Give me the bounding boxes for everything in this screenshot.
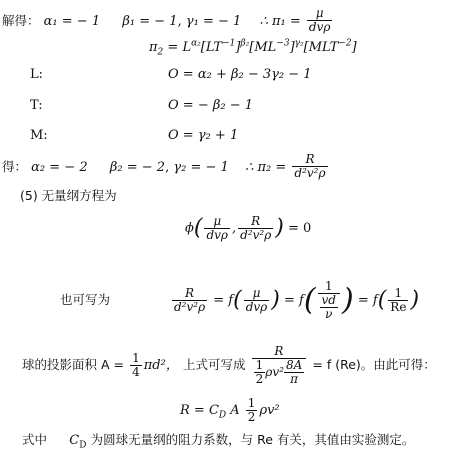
dim-label-M: M: bbox=[30, 128, 48, 143]
projection-line bbox=[22, 345, 436, 386]
alt-mu-den: dvρ bbox=[245, 300, 268, 314]
drag-formula bbox=[180, 397, 280, 424]
drag-frac-num: R bbox=[252, 345, 307, 359]
dim-label-L: L: bbox=[30, 67, 44, 82]
quarter-den: 4 bbox=[132, 365, 140, 379]
alpha1-value: α₁ = − 1 bbox=[43, 14, 101, 29]
alt-mu-num: μ bbox=[244, 287, 270, 301]
drag-area: A bbox=[230, 403, 240, 418]
half-num: 1 bbox=[255, 358, 264, 372]
alt-label: 也可写为 bbox=[60, 292, 111, 307]
drag-fraction bbox=[252, 345, 307, 386]
result-label: 得： bbox=[2, 159, 28, 174]
equals-zero: = 0 bbox=[288, 221, 312, 236]
alt-inner-den: ν bbox=[325, 307, 333, 321]
note-cd-sub: D bbox=[79, 440, 87, 451]
drag-half-num: 1 bbox=[247, 396, 256, 410]
half-den: 2 bbox=[255, 372, 264, 386]
alt-lhs-fraction bbox=[172, 287, 207, 314]
alt-nested-fraction bbox=[318, 280, 340, 321]
pi2-numerator: R bbox=[292, 153, 327, 167]
eightA-num: 8A bbox=[285, 358, 303, 372]
phi-frac-1 bbox=[204, 215, 230, 242]
phi-frac-2 bbox=[238, 215, 273, 242]
projection-text-3: = f (Re)。由此可得： bbox=[312, 357, 436, 372]
note-cd: C bbox=[69, 433, 80, 448]
drag-half-den: 2 bbox=[247, 410, 256, 424]
pi1-numerator: μ bbox=[307, 7, 333, 21]
solve-line-1: 解得： α₁ = − 1 β₁ = − 1, γ₁ = − 1 ∴ π₁ = $\frac{\mu}{\text{dvρ}}$ bbox=[2, 6, 331, 34]
beta2-value: β₂ = − 2 bbox=[109, 160, 166, 175]
alt-mu-fraction bbox=[244, 287, 270, 314]
result-line: 得： α₂ = − 2 β₂ = − 2, γ₂ = − 1 ∴ π₂ = $\frac{R}{\text{d²v²ρ}}$ bbox=[2, 152, 326, 180]
projection-text-2: 上式可写成 bbox=[182, 357, 246, 372]
dim-eq-T: O = − β₂ − 1 bbox=[168, 98, 253, 113]
alt-lhs-den: d²v²ρ bbox=[174, 300, 206, 314]
alpha2-value: α₂ = − 2 bbox=[31, 160, 88, 175]
pi1-denominator: dvρ bbox=[308, 20, 331, 34]
note-line bbox=[22, 432, 414, 449]
quarter-num: 1 bbox=[132, 351, 140, 365]
drag-half-fraction bbox=[246, 397, 258, 424]
drag-lhs: R = C bbox=[180, 403, 219, 418]
dim-label-T: T: bbox=[30, 98, 43, 113]
pi2-denominator: d²v²ρ bbox=[294, 166, 326, 180]
projection-text-1: 球的投影面积 A = bbox=[22, 357, 124, 372]
phi-frac1-num: μ bbox=[204, 215, 230, 229]
pi-d2: πd²， bbox=[143, 358, 179, 373]
phi-equation: ϕ( $\frac{\mu}{\text{dvρ}}$ , $\frac{R}{\text{d²v²ρ}}$ ) = 0 bbox=[185, 214, 312, 242]
pi1-fraction bbox=[307, 7, 333, 34]
note-prefix: 式中 bbox=[22, 432, 48, 447]
alt-nested-inner bbox=[318, 294, 340, 321]
alt-inner-num: vd bbox=[321, 293, 336, 307]
rho-v2: ρv² bbox=[265, 365, 284, 379]
dim-eq-L: O = α₂ + β₂ − 3γ₂ − 1 bbox=[168, 67, 312, 82]
alt-eq-2: = f bbox=[283, 293, 304, 308]
half-fraction bbox=[254, 359, 266, 386]
alt-re-fraction bbox=[388, 287, 408, 314]
quarter-fraction bbox=[130, 352, 142, 379]
alt-lhs-num: R bbox=[172, 287, 207, 301]
step5-label: (5) 无量纲方程为 bbox=[20, 188, 117, 203]
note-text: 为圆球无量纲的阻力系数，与 Re 有关，其值由实验测定。 bbox=[90, 432, 415, 447]
dim-eq-M: O = γ₂ + 1 bbox=[168, 128, 239, 143]
eightA-fraction bbox=[284, 359, 304, 386]
alt-eq-1: = f bbox=[213, 293, 234, 308]
gamma1-value: γ₁ = − 1 bbox=[185, 14, 242, 29]
phi-frac2-num: R bbox=[238, 215, 273, 229]
beta1-value: β₁ = − 1 bbox=[122, 14, 178, 29]
pi2-fraction bbox=[292, 153, 327, 180]
phi-frac2-den: d²v²ρ bbox=[240, 228, 272, 242]
gamma2-value: γ₂ = − 1 bbox=[173, 160, 229, 175]
alt-re-den: Re bbox=[390, 300, 407, 314]
pi2-definition: $\pi_2 = L^{\alpha_2}[LT^{-1}]^{\beta_2}[ML^{-3}]^{\gamma_2}[MLT^{-2}]$ bbox=[149, 38, 357, 58]
alt-eq-3: = f bbox=[357, 293, 378, 308]
alt-inner-fraction bbox=[320, 294, 338, 321]
alt-nested-one: 1 bbox=[318, 280, 340, 294]
alt-re-one: 1 bbox=[388, 287, 408, 301]
eightA-den: π bbox=[290, 372, 299, 386]
alt-equation: $\frac{R}{\text{d²v²ρ}}$ = f( $\frac{\mu}{\text{dvρ}}$ ) = f( $\frac{1}{\frac{vd}{\nu}}$ ) = f( $\frac{1}{Re}$ ) bbox=[174, 279, 420, 321]
drag-sub: D bbox=[218, 410, 227, 421]
phi-symbol: ϕ bbox=[185, 221, 194, 236]
therefore-pi1: ∴ π₁ = bbox=[259, 14, 305, 29]
drag-rhov2: ρv² bbox=[259, 403, 280, 418]
therefore-pi2: ∴ π₂ = bbox=[245, 160, 291, 175]
drag-frac-den bbox=[252, 359, 307, 386]
solve-label: 解得： bbox=[2, 13, 40, 28]
phi-frac1-den: dvρ bbox=[206, 228, 228, 242]
